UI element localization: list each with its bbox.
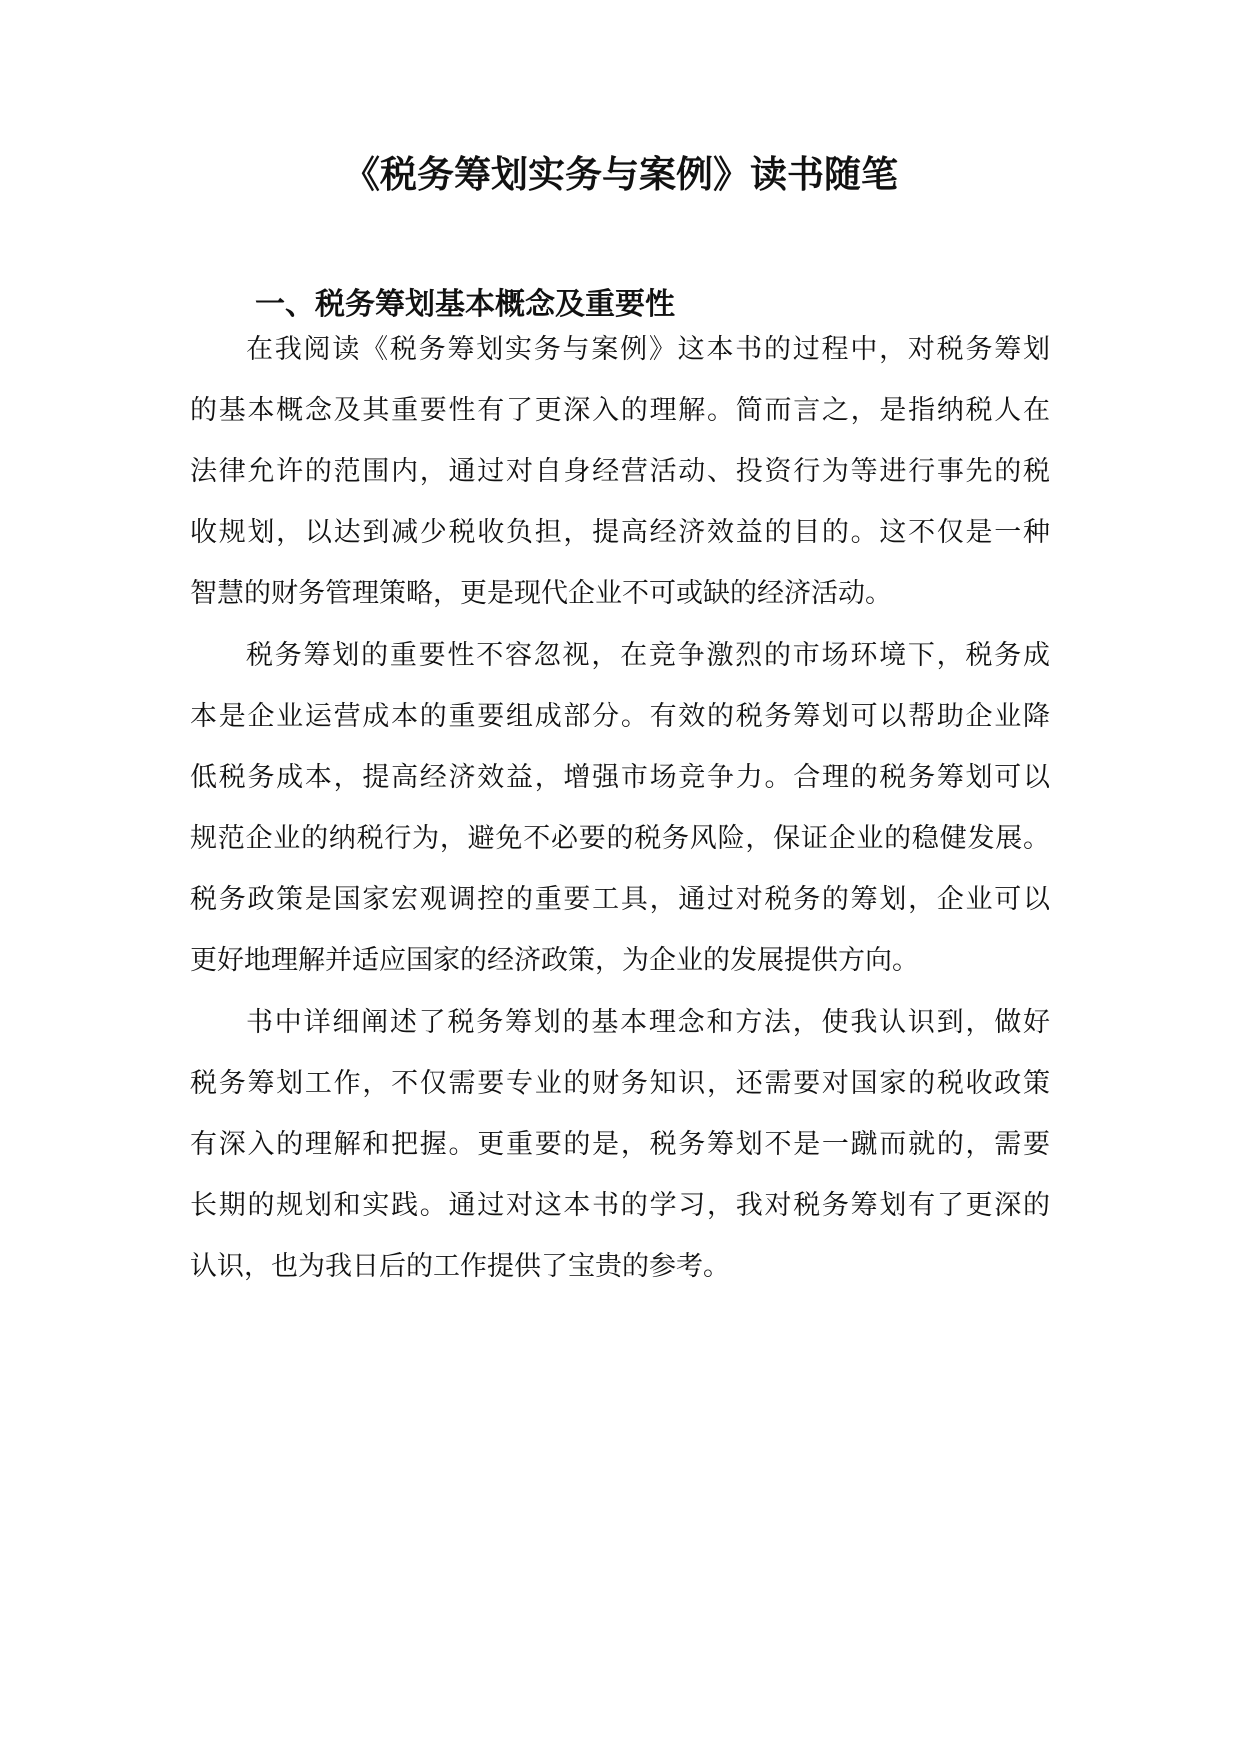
paragraph-1-line-1: 在我阅读《税务筹划实务与案例》这本书的过程中，对税务筹划 <box>246 334 1050 365</box>
paragraph-3-line-4: 长期的规划和实践。通过对这本书的学习，我对税务筹划有了更深的 <box>190 1190 1050 1221</box>
paragraph-1-line-3: 法律允许的范围内，通过对自身经营活动、投资行为等进行事先的税 <box>190 456 1050 487</box>
paragraph-2-line-2: 本是企业运营成本的重要组成部分。有效的税务筹划可以帮助企业降 <box>190 701 1050 732</box>
paragraph-3-line-3: 有深入的理解和把握。更重要的是，税务筹划不是一蹴而就的，需要 <box>190 1129 1050 1160</box>
document-title: 《税务筹划实务与案例》读书随笔 <box>343 153 898 196</box>
paragraph-1-line-4: 收规划，以达到减少税收负担，提高经济效益的目的。这不仅是一种 <box>190 517 1050 548</box>
paragraph-2-line-3: 低税务成本，提高经济效益，增强市场竞争力。合理的税务筹划可以 <box>190 762 1050 793</box>
paragraph-3-line-2: 税务筹划工作，不仅需要专业的财务知识，还需要对国家的税收政策 <box>190 1068 1050 1099</box>
paragraph-2-line-1: 税务筹划的重要性不容忽视，在竞争激烈的市场环境下，税务成 <box>246 640 1050 671</box>
paragraph-2-line-5: 税务政策是国家宏观调控的重要工具，通过对税务的筹划，企业可以 <box>190 884 1050 915</box>
paragraph-1-line-5: 智慧的财务管理策略，更是现代企业不可或缺的经济活动。 <box>190 578 892 609</box>
paragraph-2-line-6: 更好地理解并适应国家的经济政策，为企业的发展提供方向。 <box>190 945 919 976</box>
section-heading: 一、税务筹划基本概念及重要性 <box>255 287 675 322</box>
paragraph-3-line-1: 书中详细阐述了税务筹划的基本理念和方法，使我认识到，做好 <box>246 1007 1050 1038</box>
paragraph-3-line-5: 认识，也为我日后的工作提供了宝贵的参考。 <box>190 1251 730 1282</box>
paragraph-2-line-4: 规范企业的纳税行为，避免不必要的税务风险，保证企业的稳健发展。 <box>190 823 1050 854</box>
paragraph-1-line-2: 的基本概念及其重要性有了更深入的理解。简而言之，是指纳税人在 <box>190 395 1050 426</box>
